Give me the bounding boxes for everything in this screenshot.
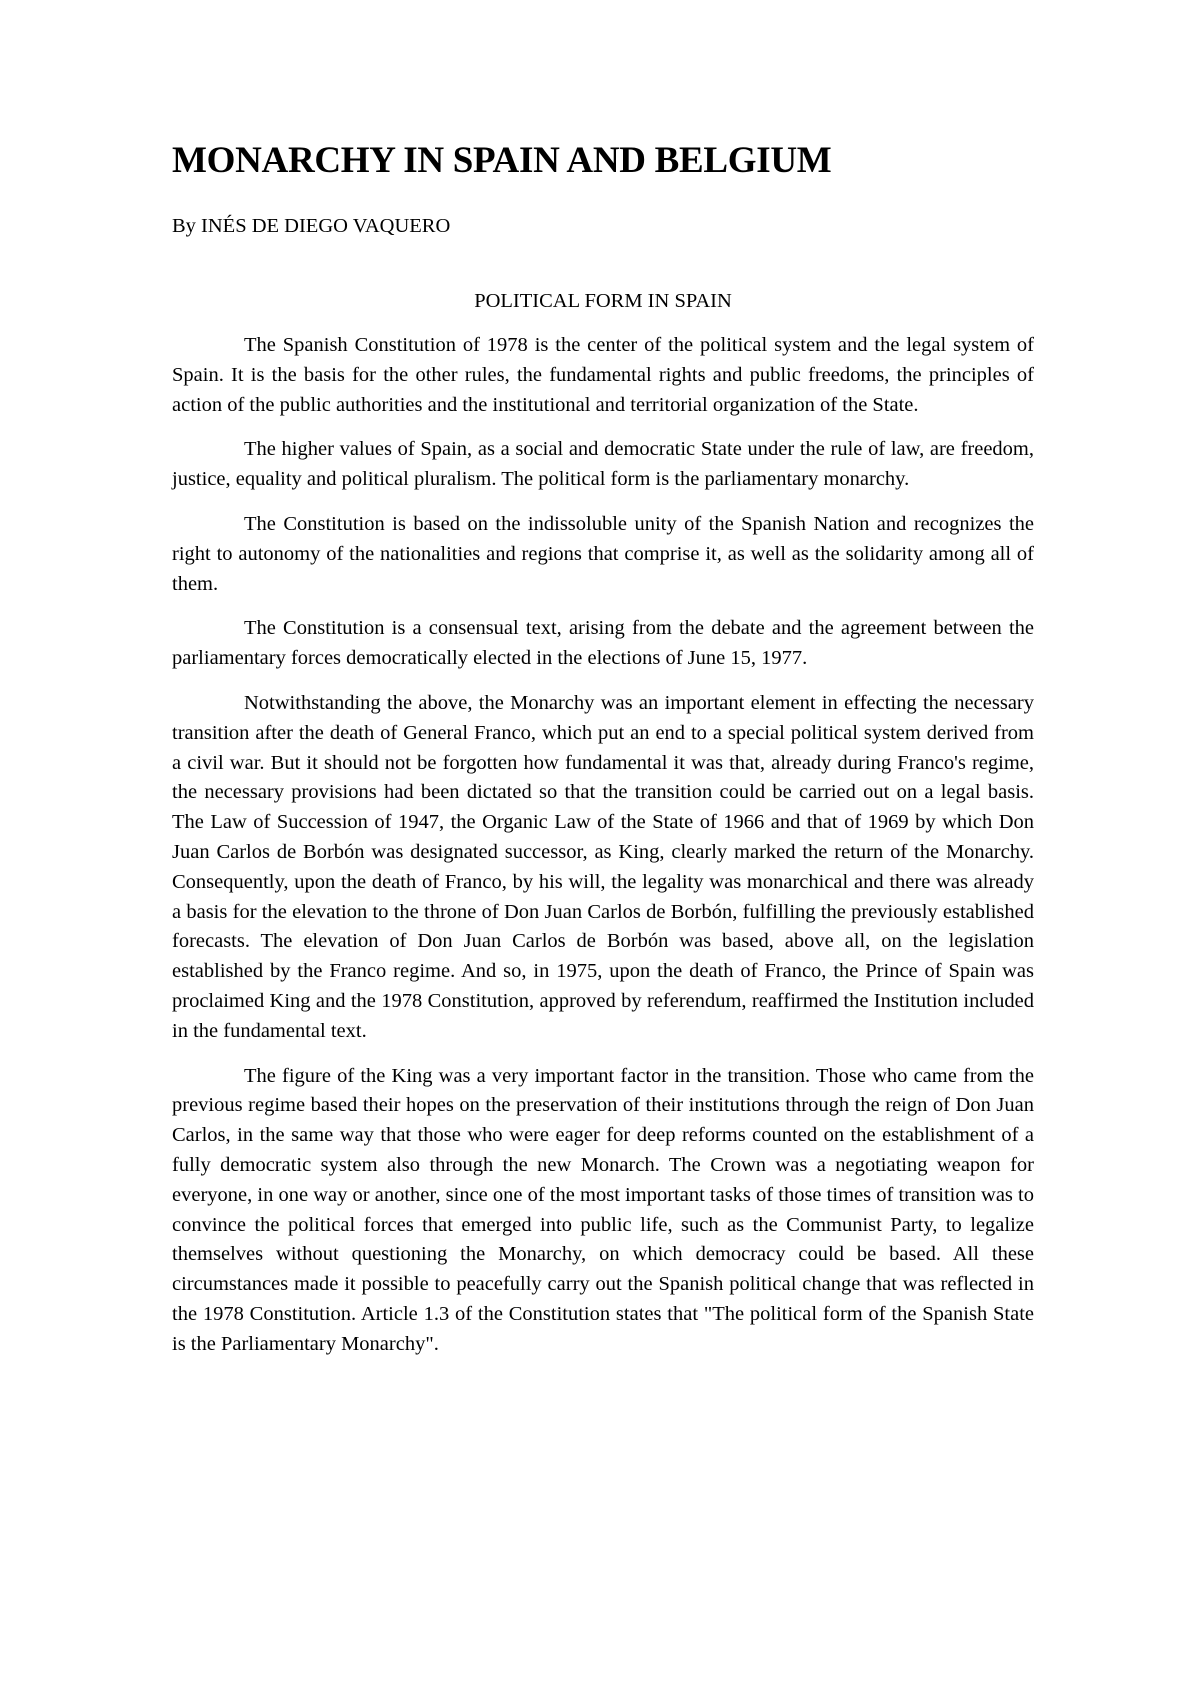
- paragraph: The figure of the King was a very important factor in the transition. Those who came from the previous regime based their hopes on the preservation of their institutions through the reign of Don Juan Carlos, in the same way that those who were eager for deep reforms counted on the establishment of a fully democratic system also through the new Monarch. The Crown was a negotiating weapon for everyone, in one way or another, since one of the most important tasks of those times of transition was to convince the political forces that emerged into public life, such as the Communist Party, to legalize themselves without questioning the Monarchy, on which democracy could be based. All these circumstances made it possible to peacefully carry out the Spanish political change that was reflected in the 1978 Constitution. Article 1.3 of the Constitution states that "The political form of the Spanish State is the Parliamentary Monarchy".: [172, 1064, 1034, 1355]
- document-body: [172, 138, 1034, 1375]
- paragraph: The Constitution is based on the indissoluble unity of the Spanish Nation and recognizes the right to autonomy of the nationalities and regions that comprise it, as well as the solidarity among all of them.: [172, 512, 1034, 595]
- paragraph-list: [172, 331, 1034, 1360]
- document-author: By INÉS DE DIEGO VAQUERO: [172, 215, 451, 237]
- section-heading: POLITICAL FORM IN SPAIN: [474, 290, 732, 312]
- paragraph: The Constitution is a consensual text, arising from the debate and the agreement between the parliamentary forces democratically elected in the elections of June 15, 1977.: [172, 617, 1034, 670]
- document-title: MONARCHY IN SPAIN AND BELGIUM: [172, 140, 832, 181]
- paragraph: The higher values of Spain, as a social and democratic State under the rule of law, are freedom, justice, equality and political pluralism. The political form is the parliamentary monarchy.: [172, 438, 1034, 491]
- paragraph: Notwithstanding the above, the Monarchy was an important element in effecting the necessary transition after the death of General Franco, which put an end to a special political system derived from a civil war. But it should not be forgotten how fundamental it was that, already during Franco's regime, the necessary provisions had been dictated so that the transition could be carried out on a legal basis. The Law of Succession of 1947, the Organic Law of the State of 1966 and that of 1969 by which Don Juan Carlos de Borbón was designated successor, as King, clearly marked the return of the Monarchy. Consequently, upon the death of Franco, by his will, the legality was monarchical and there was already a basis for the elevation to the throne of Don Juan Carlos de Borbón, fulfilling the previously established forecasts. The elevation of Don Juan Carlos de Borbón was based, above all, on the legislation established by the Franco regime. And so, in 1975, upon the death of Franco, the Prince of Spain was proclaimed King and the 1978 Constitution, approved by referendum, reaffirmed the Institution included in the fundamental text.: [172, 691, 1034, 1042]
- paragraph: The Spanish Constitution of 1978 is the center of the political system and the legal system of Spain. It is the basis for the other rules, the fundamental rights and public freedoms, the principles of action of the public authorities and the institutional and territorial organization of the State.: [172, 334, 1034, 416]
